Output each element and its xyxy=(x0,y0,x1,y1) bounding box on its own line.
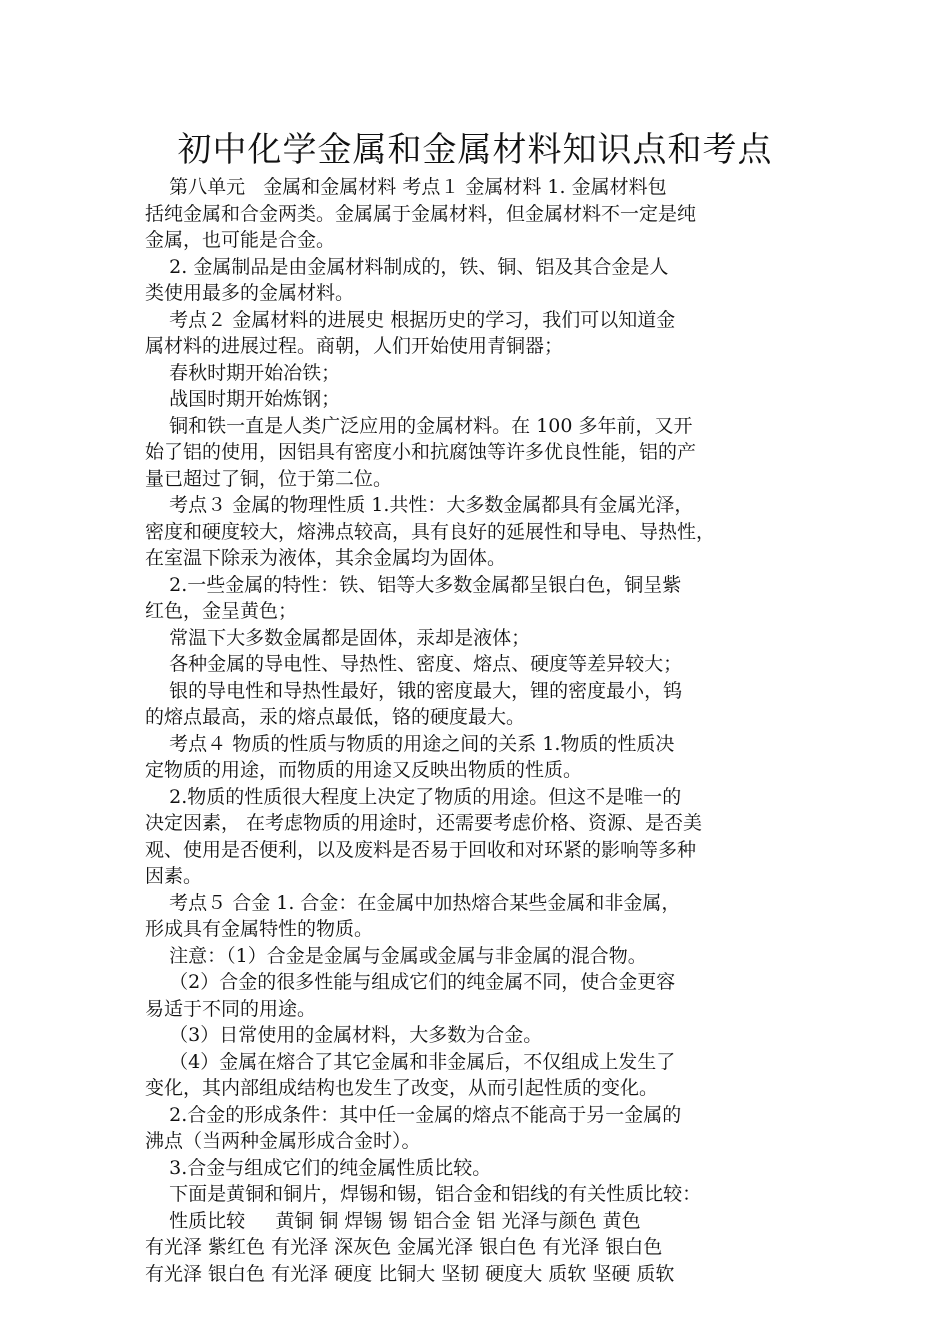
text-line: 类使用最多的金属材料。 xyxy=(145,282,355,304)
document-title: 初中化学金属和金属材料知识点和考点 xyxy=(177,130,773,170)
text-line: 的熔点最高，汞的熔点最低，铬的硬度最大。 xyxy=(145,706,526,728)
text-line: 观、使用是否便利，以及废料是否易于回收和对环紧的影响等多种 xyxy=(145,838,697,861)
text-line: 在室温下除汞为液体，其余金属均为固体。 xyxy=(145,547,507,569)
text-line: 2.物质的性质很大程度上决定了物质的用途。但这不是唯一的 xyxy=(145,785,682,808)
text-line: 常温下大多数金属都是固体，汞却是液体； xyxy=(145,626,531,649)
text-line: 考点４ 物质的性质与物质的用途之间的关系 1.物质的性质决 xyxy=(145,732,675,755)
text-line: 2.一些金属的特性：铁、铝等大多数金属都呈银白色，铜呈紫 xyxy=(145,573,682,596)
text-line: （2）合金的很多性能与组成它们的纯金属不同，使合金更容 xyxy=(145,971,676,993)
text-line: 下面是黄铜和铜片，焊锡和锡，铝合金和铝线的有关性质比较： xyxy=(145,1183,702,1205)
text-line: 有光泽 紫红色 有光泽 深灰色 金属光泽 银白色 有光泽 银白色 xyxy=(145,1236,663,1258)
text-line: 括纯金属和合金两类。金属属于金属材料，但金属材料不一定是纯 xyxy=(145,202,697,225)
text-line: 变化，其内部组成结构也发生了改变，从而引起性质的变化。 xyxy=(145,1077,659,1099)
text-line: 始了铝的使用，因铝具有密度小和抗腐蚀等许多优良性能，铝的产 xyxy=(145,441,697,463)
text-line: 2. 金属制品是由金属材料制成的，铁、铜、铝及其合金是人 xyxy=(145,255,669,278)
text-line: 沸点（当两种金属形成合金时）。 xyxy=(145,1130,421,1152)
text-line: 形成具有金属特性的物质。 xyxy=(145,918,374,940)
text-line: 战国时期开始炼钢； xyxy=(145,388,341,410)
text-line: 易适于不同的用途。 xyxy=(145,997,317,1020)
text-line: 红色，金呈黄色； xyxy=(145,600,298,622)
text-line: 注意：（1）合金是金属与金属或金属与非金属的混合物。 xyxy=(145,944,647,967)
text-line: 密度和硬度较大，熔沸点较高，具有良好的延展性和导电、导热性， xyxy=(145,520,716,543)
text-line: 有光泽 银白色 有光泽 硬度 比铜大 坚韧 硬度大 质软 坚硬 质软 xyxy=(145,1262,675,1285)
text-line: 3.合金与组成它们的纯金属性质比较。 xyxy=(145,1156,492,1179)
text-line: （3）日常使用的金属材料，大多数为合金。 xyxy=(145,1024,543,1046)
text-line: 第八单元 金属和金属材料 考点１ 金属材料 1. 金属材料包 xyxy=(145,176,667,198)
text-line: 春秋时期开始冶铁； xyxy=(145,361,341,384)
text-line: 考点３ 金属的物理性质 1.共性：大多数金属都具有金属光泽， xyxy=(145,494,694,516)
text-line: 考点５ 合金 1. 合金：在金属中加热熔合某些金属和非金属， xyxy=(145,891,681,914)
text-line: 金属，也可能是合金。 xyxy=(145,229,336,251)
text-line: 考点２ 金属材料的进展史 根据历史的学习，我们可以知道金 xyxy=(145,308,676,331)
text-line: 属材料的进展过程。商朝，人们开始使用青铜器； xyxy=(145,335,564,357)
text-line: 各种金属的导电性、导热性、密度、熔点、硬度等差异较大； xyxy=(145,653,683,675)
text-line: 量已超过了铜，位于第二位。 xyxy=(145,467,393,490)
text-line: （4）金属在熔合了其它金属和非金属后，不仅组成上发生了 xyxy=(145,1050,676,1073)
text-line: 银的导电性和导热性最好，锇的密度最大，锂的密度最小，钨 xyxy=(145,679,683,702)
text-line: 2.合金的形成条件：其中任一金属的熔点不能高于另一金属的 xyxy=(145,1103,682,1126)
text-line: 铜和铁一直是人类广泛应用的金属材料。在 100 多年前，又开 xyxy=(145,414,693,437)
text-line: 决定因素， 在考虑物质的用途时，还需要考虑价格、资源、是否美 xyxy=(145,812,703,834)
text-line: 定物质的用途，而物质的用途又反映出物质的性质。 xyxy=(145,759,583,781)
text-line: 性质比较 黄铜 铜 焊锡 锡 铝合金 铝 光泽与颜色 黄色 xyxy=(145,1209,641,1232)
document-body xyxy=(145,174,807,1287)
text-line: 因素。 xyxy=(145,865,203,887)
